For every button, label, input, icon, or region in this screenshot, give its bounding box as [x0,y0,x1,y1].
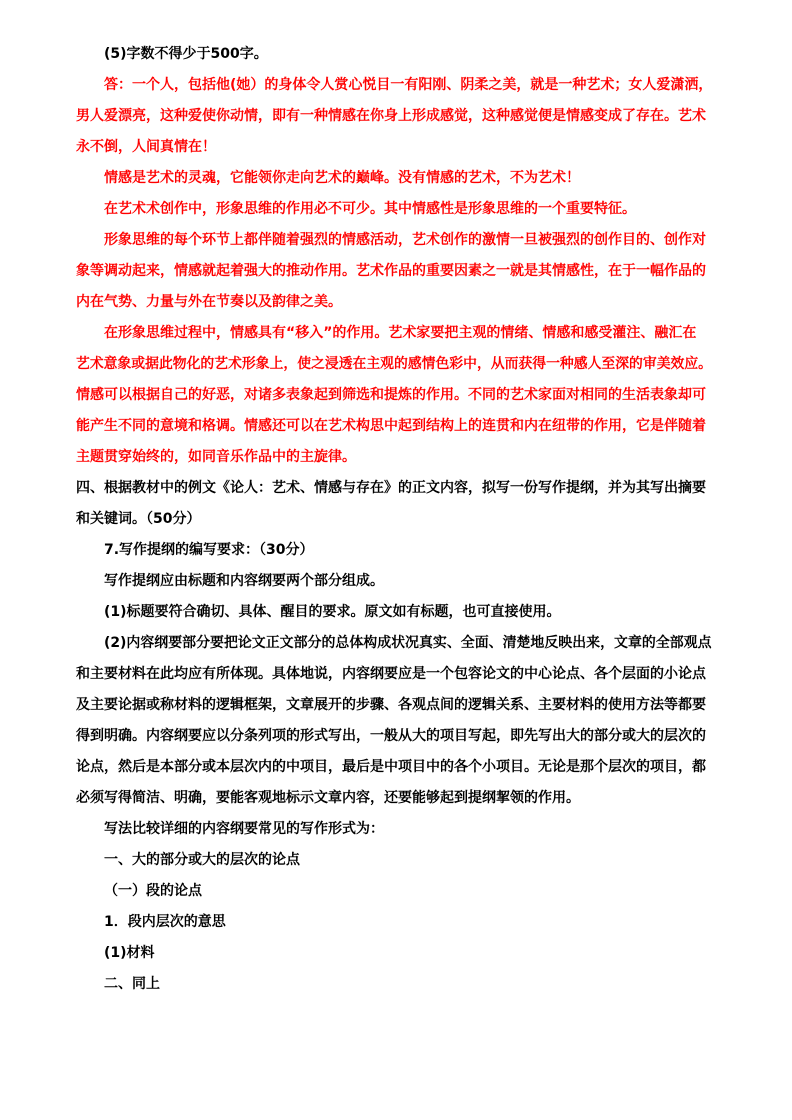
outline-item: (1)材料 [104,945,155,961]
text-line: 及主要论据或称材料的逻辑框架，文章展开的步骤、各观点间的逻辑关系、主要材料的使用方法等都要 [76,697,706,713]
text-line: 论点，然后是本部分或本层次内的中项目，最后是中项目中的各个小项目。无论是那个层次的项目，都 [76,759,706,775]
text-line: 写作提纲应由标题和内容纲要两个部分组成。 [104,573,384,589]
answer-line: 情感可以根据自己的好恶，对诸多表象起到筛选和提炼的作用。不同的艺术家面对相同的生活表象却可 [76,387,706,403]
text-line: (5)字数不得少于500字。 [104,46,268,62]
answer-line: 男人爱漂亮，这种爱使你动情，即有一种情感在你身上形成感觉，这种感觉便是情感变成了存在。艺术 [76,108,706,124]
text-line: 7.写作提纲的编写要求：（30分） [104,542,314,558]
answer-line: 能产生不同的意境和格调。情感还可以在艺术构思中起到结构上的连贯和内在纽带的作用，它是伴随着 [76,418,706,434]
answer-line: 艺术意象或据此物化的艺术形象上，使之浸透在主观的感情色彩中，从而获得一种感人至深的审美效应。 [76,356,713,372]
answer-line: 情感是艺术的灵魂，它能领你走向艺术的巅峰。没有情感的艺术，不为艺术！ [104,170,580,186]
outline-item: 一、大的部分或大的层次的论点 [104,852,300,868]
outline-item: 二、同上 [104,976,160,992]
answer-line: 答：一个人，包括他(她）的身体令人赏心悦目一有阳刚、阴柔之美，就是一种艺术；女人爱潇洒， [104,77,713,93]
text-line: (1)标题要符合确切、具体、醒目的要求。原文如有标题，也可直接使用。 [104,604,561,620]
question-heading: 和关键词。（50分） [76,511,201,527]
answer-line: 永不倒，人间真情在！ [76,139,216,155]
text-line: (2)内容纲要部分要把论文正文部分的总体构成状况真实、全面、清楚地反映出来，文章的全部观点 [104,635,712,651]
answer-line: 主题贯穿始终的，如同音乐作品中的主旋律。 [76,449,356,465]
outline-item: 1．段内层次的意思 [104,914,226,930]
answer-line: 在艺术术创作中，形象思维的作用必不可少。其中情感性是形象思维的一个重要特征。 [104,201,636,217]
text-line: 和主要材料在此均应有所体现。具体地说，内容纲要应是一个包容论文的中心论点、各个层面的小论点 [76,666,706,682]
text-line: 必须写得简洁、明确，要能客观地标示文章内容，还要能够起到提纲挈领的作用。 [76,790,580,806]
question-heading: 四、根据教材中的例文《论人：艺术、情感与存在》的正文内容，拟写一份写作提纲，并为其写出摘要 [76,480,706,496]
text-line: 写法比较详细的内容纲要常见的写作形式为： [104,821,384,837]
outline-item: （一）段的论点 [104,883,202,899]
answer-line: 在形象思维过程中，情感具有“移入”的作用。艺术家要把主观的情绪、情感和感受灌注、融汇在 [104,325,697,341]
text-line: 得到明确。内容纲要应以分条列项的形式写出，一般从大的项目写起，即先写出大的部分或大的层次的 [76,728,706,744]
answer-line: 象等调动起来，情感就起着强大的推动作用。艺术作品的重要因素之一就是其情感性，在于一幅作品的 [76,263,706,279]
answer-line: 形象思维的每个环节上都伴随着强烈的情感活动，艺术创作的激情一旦被强烈的创作目的、创作对 [104,232,706,248]
answer-line: 内在气势、力量与外在节奏以及韵律之美。 [76,294,342,310]
